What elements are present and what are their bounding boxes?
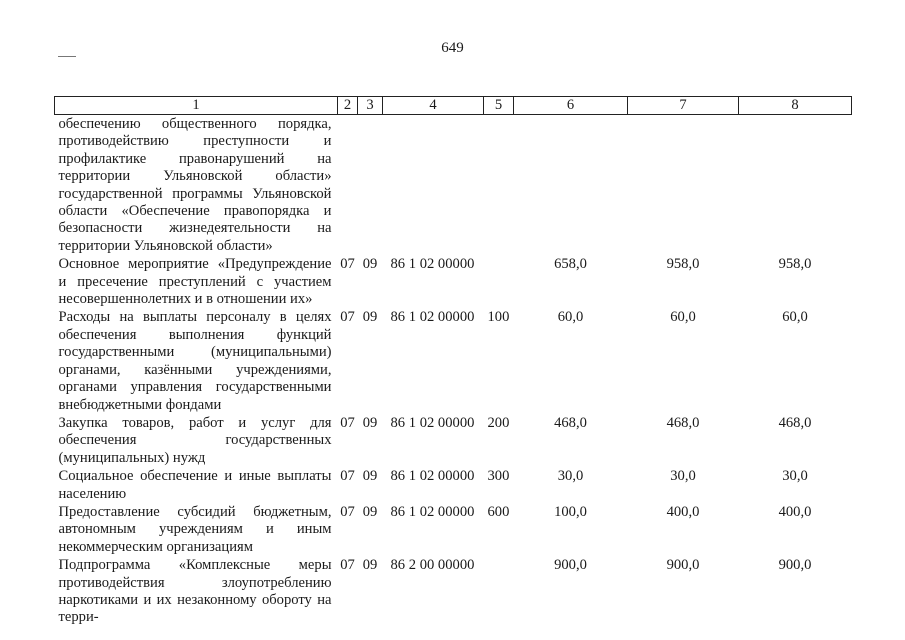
row-target-code: 86 1 02 00000 bbox=[390, 414, 475, 431]
row-amount-col8: 400,0 bbox=[778, 503, 812, 520]
row-name: Расходы на выплаты персоналу в целях обеспечения выполнения функций государственными (муниципальными) органами, казёнными учреждениями, органами управления государственными внебюджетными фондами bbox=[58, 309, 332, 413]
row-section: 07 bbox=[340, 468, 355, 485]
row-subsection: 09 bbox=[362, 468, 378, 485]
row-amount-col6: 658,0 bbox=[554, 256, 587, 273]
row-amount-col8 bbox=[739, 115, 852, 256]
row-subsection: 09 bbox=[362, 256, 378, 273]
row-subsection: 09 bbox=[362, 557, 378, 574]
row-subsection: 09 bbox=[362, 309, 378, 326]
col-header: 8 bbox=[739, 97, 852, 115]
col-header: 1 bbox=[55, 97, 338, 115]
row-expense-type: 200 bbox=[487, 414, 510, 431]
row-expense-type bbox=[484, 255, 514, 308]
row-name: Закупка товаров, работ и услуг для обеспечения государственных (муниципальных) нужд bbox=[58, 414, 332, 466]
row-amount-col7 bbox=[628, 115, 739, 256]
table-header-row bbox=[55, 97, 852, 115]
table-row bbox=[55, 556, 852, 627]
row-expense-type bbox=[484, 115, 514, 256]
row-name: обеспечению общественного порядка, противодействию преступности и профилактике правонарушений на территории Ульяновской области» государственной программы Ульяновской области «Обеспечение правопорядка и безопасности жизнедеятельности на территории Ульяновской области» bbox=[58, 116, 332, 254]
col-header: 2 bbox=[338, 97, 358, 115]
row-target-code bbox=[383, 115, 484, 256]
row-amount-col7: 468,0 bbox=[666, 414, 700, 431]
row-expense-type: 100 bbox=[487, 309, 510, 326]
row-amount-col7: 900,0 bbox=[666, 557, 700, 574]
row-section: 07 bbox=[340, 503, 355, 520]
row-section: 07 bbox=[340, 557, 355, 574]
row-amount-col7: 958,0 bbox=[666, 256, 700, 273]
row-target-code: 86 1 02 00000 bbox=[390, 468, 475, 485]
col-header: 6 bbox=[514, 97, 628, 115]
table-row bbox=[55, 255, 852, 308]
row-amount-col6: 100,0 bbox=[554, 503, 587, 520]
page-number: 649 bbox=[441, 40, 464, 56]
table-row bbox=[55, 115, 852, 256]
row-section: 07 bbox=[340, 309, 355, 326]
budget-table bbox=[54, 96, 852, 627]
table-row bbox=[55, 467, 852, 503]
scan-mark bbox=[58, 56, 76, 57]
row-amount-col7: 60,0 bbox=[670, 309, 696, 326]
row-expense-type bbox=[484, 556, 514, 627]
row-section: 07 bbox=[340, 414, 355, 431]
row-amount-col8: 900,0 bbox=[778, 557, 812, 574]
row-target-code: 86 2 00 00000 bbox=[390, 557, 475, 574]
row-expense-type: 600 bbox=[487, 503, 510, 520]
row-amount-col8: 30,0 bbox=[782, 468, 808, 485]
row-amount-col7: 30,0 bbox=[670, 468, 696, 485]
row-name: Основное мероприятие «Предупреждение и пресечение преступлений с участием несовершеннолетних и в отношении их» bbox=[58, 256, 332, 308]
col-header: 7 bbox=[628, 97, 739, 115]
row-name: Подпрограмма «Комплексные меры противодействия злоупотреблению наркотиками и их незаконному обороту на терри- bbox=[58, 557, 332, 626]
row-amount-col6: 60,0 bbox=[557, 309, 584, 326]
row-subsection bbox=[358, 115, 383, 256]
row-amount-col8: 958,0 bbox=[778, 256, 812, 273]
table-row bbox=[55, 414, 852, 467]
row-amount-col6: 468,0 bbox=[554, 414, 587, 431]
col-header: 3 bbox=[358, 97, 383, 115]
row-amount-col8: 468,0 bbox=[778, 414, 812, 431]
table-row bbox=[55, 308, 852, 413]
row-amount-col6 bbox=[514, 115, 628, 256]
row-name: Предоставление субсидий бюджетным, автономным учреждениям и иным некоммерческим организациям bbox=[58, 503, 332, 555]
row-amount-col8: 60,0 bbox=[782, 309, 808, 326]
row-amount-col6: 30,0 bbox=[557, 468, 584, 485]
table-row bbox=[55, 503, 852, 556]
col-header: 5 bbox=[484, 97, 514, 115]
row-target-code: 86 1 02 00000 bbox=[390, 256, 475, 273]
row-subsection: 09 bbox=[362, 503, 378, 520]
row-amount-col7: 400,0 bbox=[666, 503, 700, 520]
row-subsection: 09 bbox=[362, 414, 378, 431]
row-amount-col6: 900,0 bbox=[554, 557, 587, 574]
row-target-code: 86 1 02 00000 bbox=[390, 309, 475, 326]
row-section bbox=[338, 115, 358, 256]
row-name: Социальное обеспечение и иные выплаты населению bbox=[58, 468, 332, 502]
row-section: 07 bbox=[340, 256, 355, 273]
col-header: 4 bbox=[383, 97, 484, 115]
row-target-code: 86 1 02 00000 bbox=[390, 503, 475, 520]
row-expense-type: 300 bbox=[487, 468, 510, 485]
